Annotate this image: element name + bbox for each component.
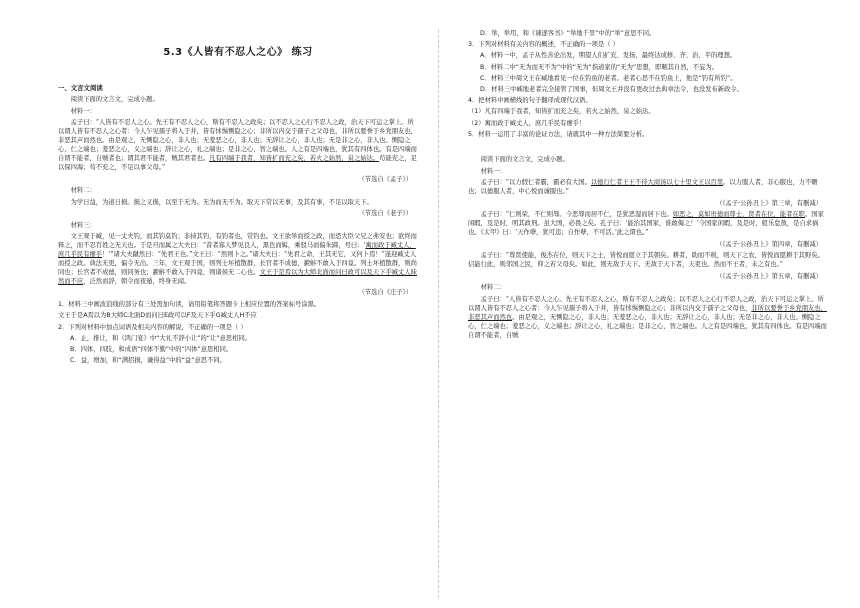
passage-2-text: 孟子曰：“仁则荣，不仁则辱。今恶辱而居不仁，是犹恶湿而居下也。如恶之，莫如贵德而尊士，贤者在位，能者在职。国家闲暇，及是时，明其政刑。虽大国，必畏之矣。孔子曰：‘能治其国家，谁敢侮之！’今国家闲暇，及是时，般乐怠敖，是自求祸也。《太甲》曰：‘天作孽，犹可违；自作孽，不可活。’此之谓也。”: [468, 211, 824, 237]
reading-instruction-2: 阅读下面的文言文，完成小题。: [480, 156, 569, 164]
question-2-option-a: A．止，推让，和《鸿门宴》中“大礼不辞小让”的“让”意思相同。: [70, 334, 252, 342]
material-1-label: 材料一：: [480, 167, 506, 175]
material-1-label: 材料一：: [70, 107, 96, 115]
question-4: 4．把材料中画横线的句子翻译成现代汉语。: [468, 96, 592, 104]
left-column: [58, 30, 418, 368]
question-2-option-b: B．四体，四肢，和成语“四体不勤”中的“四体”意思相同。: [70, 346, 233, 354]
material-2-label: 材料二：: [70, 187, 96, 195]
wavy-line-sentence: 文王于是焉以为大师北面而问曰政可以及天下乎臧丈人昧然而不应: [58, 268, 417, 285]
section-heading: 一、文言文阅读: [58, 84, 103, 93]
passage-1-text: 孟子曰：“以力假仁者霸，霸必有大国。以德行仁者王王不待大商汤以七十里文王以百里。以力服人者，非心服也，力不赡也；以德服人者，中心悦而诚服也。”: [468, 179, 818, 196]
passage-2-source: （《孟子·公孙丑上》第四章，有删减）: [716, 240, 822, 248]
passage-1-source: （《孟子·公孙丑上》第三章，有删减）: [716, 199, 822, 207]
right-column: [468, 30, 828, 343]
material-2-label: 材料二：: [480, 284, 506, 292]
passage-3-source: （《孟子·公孙丑上》第五章，有删减）: [716, 272, 822, 280]
material-1-source: （节选自《孟子》）: [358, 175, 412, 183]
passage-3-text: 孟子曰：“尊贤使能，俊杰在位，则天下之士，皆悦而愿立于其朝矣。耕者，助而不税，则天下之农，皆悦而愿耕于其野矣。信能行此，则邻国之民，仰之若父母矣。如此，则无敌于天下。无敌于天下者，天吏也。然而不王者，未之有也。”: [468, 252, 824, 269]
question-2-option-c: C．益，增加，和“满招损，谦得益”中的“益”意思不同。: [70, 357, 226, 365]
question-4-item-2: （2）寓而政于臧丈人，庶几乎民有瘳乎！: [468, 119, 586, 127]
material-1-text: 孟子曰：“人皆有不忍人之心。先王有不忍人之心，斯有不忍人之政矣；以不忍人之心行不忍人之政，治天下可运之掌上。所以谓人皆有不忍人之心者：今人乍见孺子将入于井，皆有怵惕恻隐之心；非所以内交于孺子之父母也，非所以要誉于乡党朋友也，非恶其声而然也。由是观之，无恻隐之心，非人也；无羞恶之心，非人也；无辞让之心，非人也；无是非之心，非人也。恻隐之心，仁之端也；羞恶之心，义之端也；辞让之心，礼之端也；是非之心，智之端也。人之有是四端也，犹其有四体也。有是四端而自谓不能者，自贼者也；谓其君不能者，贼其君者也。凡有四端于我者，知皆扩而充之矣，若火之始然，泉之始达。苟能充之，足以保四海；苟不充之，不足以事父母。”: [58, 119, 417, 172]
question-1: 1．材料三中画波浪线的部分有三处需加句读，请用铅笔将答题卡上相应位置的答案标号涂黑。: [58, 300, 321, 308]
material-3-source: （节选自《庄子》）: [358, 289, 412, 297]
material-2-text: 为学日益，为道日损。损之又损，以至于无为。无为而无不为。取天下常以无事，及其有事，不足以取天下。: [70, 198, 373, 206]
question-3-option-c: C．材料三中周文王在臧地看见一位在钓鱼的老者。老者心思不在钓鱼上，他是“钓有所钓”。: [480, 74, 737, 82]
passage-4-text: 孟子曰：“人皆有不忍人之心。先王有不忍人之心，斯有不忍人之政矣；以不忍人之心行不忍人之政，治天下可运之掌上。所以谓人皆有不忍人之心者：今人乍见孺子将入于井，皆有怵惕恻隐之心；非所以内交于孺子之父母也，非所以要誉于乡党朋友也，非恶其声而然也。由是观之，无恻隐之心，非人也；无羞恶之心，非人也；无辞让之心，非人也；无是非之心，非人也。恻隐之心，仁之端也；羞恶之心，义之端也；辞让之心，礼之端也；是非之心，智之端也。人之有是四端也，犹其有四体也。有是四端而自谓不能者，自贼: [468, 295, 827, 339]
question-3-option-a: A．材料一中，孟子从性善论出发，期望人们扩充、发扬，最终达成修、齐、治、平的理想。: [480, 52, 737, 60]
reading-instruction: 阅读下面的文言文，完成小题。: [70, 96, 159, 104]
question-2-option-d: D．举，举用，和《谏逐客书》“举地千里”中的“举”意思不同。: [480, 30, 656, 37]
material-3-label: 材料三：: [70, 221, 96, 229]
underlined-sentence: 如恶之，莫如贵德而尊士，贤者在位，能者在职: [672, 211, 805, 219]
page-title: 5.3《人皆有不忍人之心》 练习: [163, 47, 313, 58]
underlined-sentence: 以德行仁者王王不待大商汤以七十里文王以百里: [590, 179, 724, 187]
question-4-item-1: （1）凡有四端于我者，知皆扩而充之矣，若火之始然，泉之始达。: [468, 108, 655, 116]
column-divider: [438, 30, 439, 598]
question-3-option-b: B．材料二中“无为而无不为”中的“无为”指道家的“无为”思想，即顺其自然，不妄为。: [480, 63, 718, 71]
question-3-option-d: D．材料三中臧地老者完全接管了国事，但周文王并没有更改过去典章法令，也没发布新政令。: [480, 85, 744, 93]
question-2: 2．下列对材料中加点词语及相关内容的解说，不正确的一项是（ ）: [58, 323, 247, 331]
underlined-sentence: 非所以要誉于乡党朋友也，非恶其声而然也: [468, 304, 827, 321]
underlined-sentence: 凡有四端于我者，知皆扩而充之矣，若火之始然，泉之始达。: [209, 155, 380, 163]
underlined-sentence: 寓而政于臧丈人，庶几乎民有瘳乎: [58, 242, 416, 259]
material-3-text: 文王观于臧，见一丈夫钓，而其钓莫钓；非持其钓，有钓者也，常钓也。文王欲举而授之政，而恐大臣父兄之弗安也；欲终而释之，而不忍百姓之无天也。于是旦而属之大夫曰：“昔者寡人梦见良人，黑色而髯，乘驳马而偏朱蹄，号曰：‘寓而政于臧丈人，庶几乎民有瘳乎！’”诸大夫蹴然曰：“先君王也。”文王曰：“然则卜之。”诸大夫曰：“先君之命，王其无它，又何卜焉！”遂迎臧丈人而授之政。典法无更，偏令无出。三年，文王观于国，则列士坏植散群，长官者不成德，斔斛不敢入于四竟。列士坏植散群，则尚同也；长官者不成德，则同务也；斔斛不敢入于四竟，则诸侯无二心也。文王于是焉以为大师北面而问曰政可以及天下乎臧丈人昧然而不应，泛然而辞，朝令而夜遁，终身无闻。: [58, 233, 417, 285]
material-2-source: （节选自《老子》）: [358, 210, 412, 218]
question-5: 5．材料一运用了丰富的论证方法，请就其中一种方法简要分析。: [468, 130, 649, 138]
question-1-options: 文王于是A焉以为B大师C北面D而问曰E政可以F及天下乎G臧丈人H不应: [58, 312, 257, 320]
question-3: 3．下列对材料有关内容的概述，不正确的一项是（ ）: [468, 41, 619, 49]
